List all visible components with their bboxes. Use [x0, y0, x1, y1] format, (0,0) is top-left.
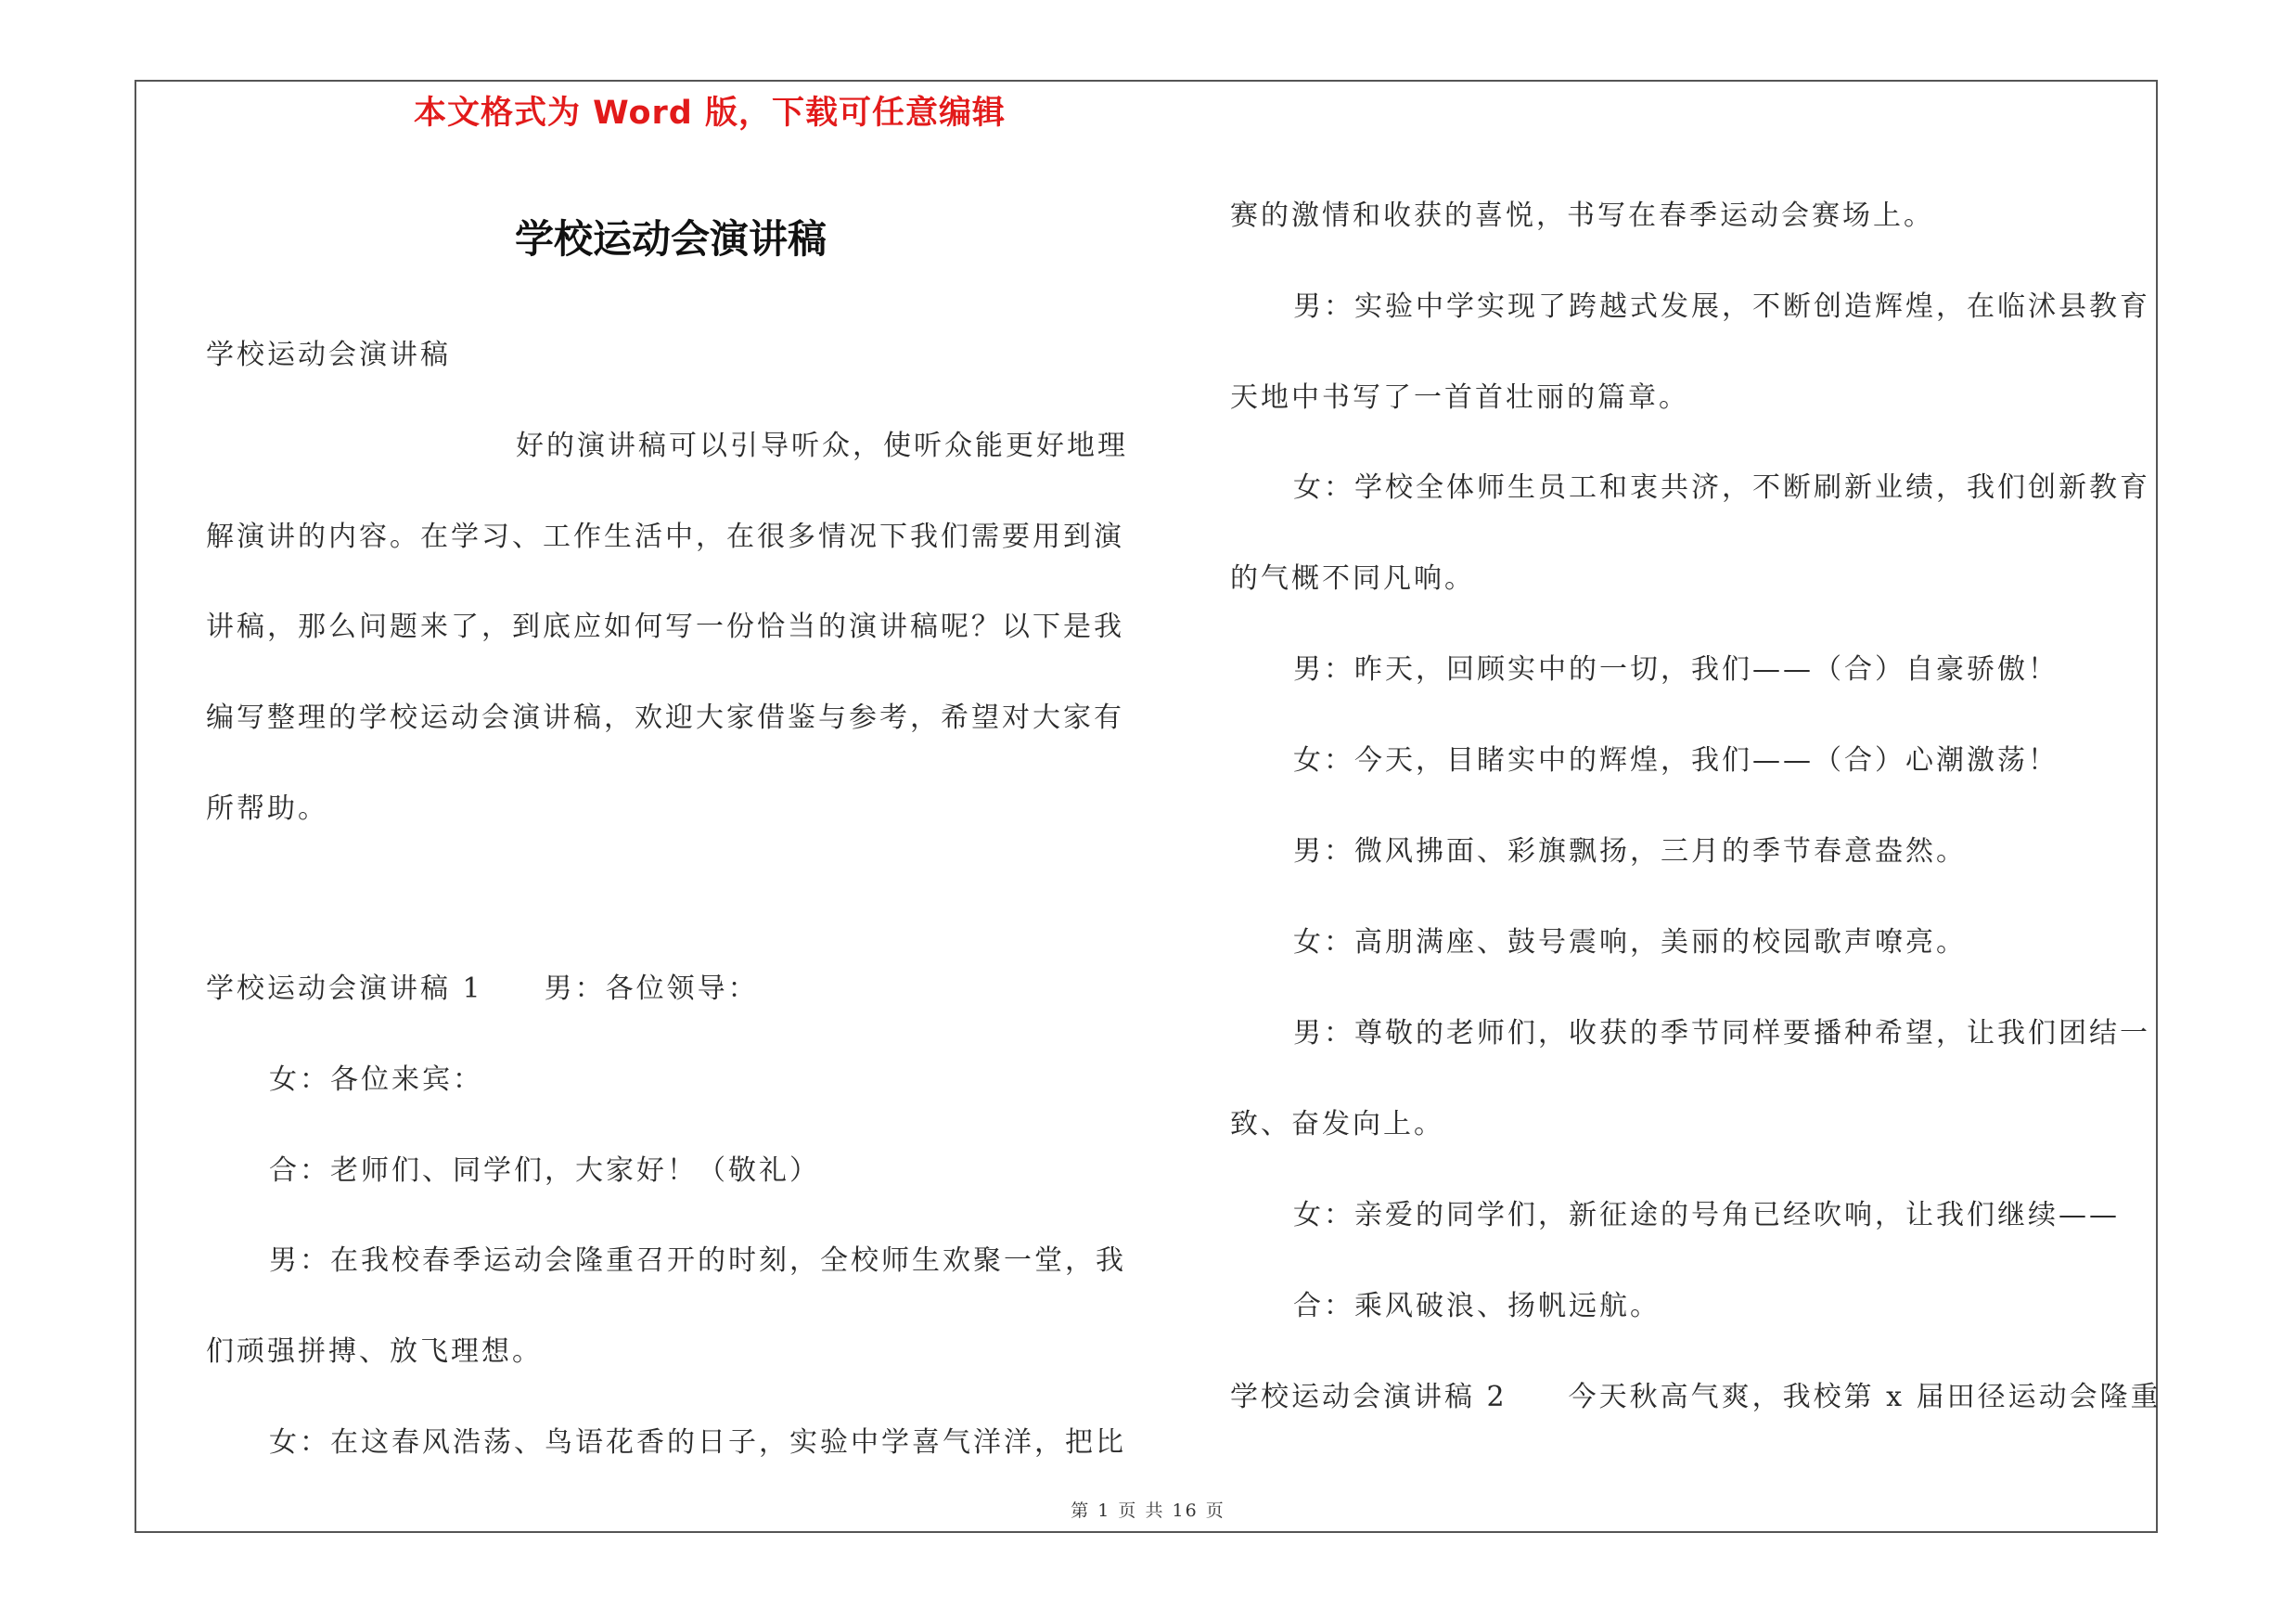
- paragraph-line: 男：微风拂面、彩旗飘扬，三月的季节春意盎然。: [1293, 835, 1967, 868]
- paragraph-line: 女：亲爱的同学们，新征途的号角已经吹响，让我们继续——: [1293, 1199, 2120, 1231]
- paragraph-line: 女：各位来宾：: [269, 1063, 483, 1096]
- word-format-banner: 本文格式为 Word 版，下载可任意编辑: [413, 95, 1007, 132]
- page-number-footer: 第 1 页 共 16 页: [1071, 1501, 1225, 1521]
- paragraph-line: 讲稿，那么问题来了，到底应如何写一份恰当的演讲稿呢？以下是我: [206, 611, 1124, 643]
- paragraph-line: 男：尊敬的老师们，收获的季节同样要播种希望，让我们团结一: [1293, 1017, 2150, 1050]
- paragraph-line: 女：学校全体师生员工和衷共济，不断刷新业绩，我们创新教育: [1293, 471, 2150, 504]
- paragraph-line: 赛的激情和收获的喜悦，书写在春季运动会赛场上。: [1230, 200, 1934, 232]
- paragraph-line: 解演讲的内容。在学习、工作生活中，在很多情况下我们需要用到演: [206, 521, 1124, 553]
- document-title: 学校运动会演讲稿: [514, 216, 827, 262]
- paragraph-line: 的气概不同凡响。: [1230, 562, 1475, 595]
- paragraph-line: 男：在我校春季运动会隆重召开的时刻，全校师生欢聚一堂，我: [269, 1244, 1126, 1277]
- paragraph-line: 们顽强拼搏、放飞理想。: [206, 1335, 543, 1368]
- paragraph-line: 合：老师们、同学们，大家好！（敬礼）: [269, 1154, 820, 1187]
- paragraph-line: 男：实验中学实现了跨越式发展，不断创造辉煌，在临沭县教育: [1293, 290, 2150, 323]
- paragraph-line: 学校运动会演讲稿 2 今天秋高气爽，我校第 x 届田径运动会隆重: [1230, 1381, 2161, 1413]
- paragraph-line: 女：高朋满座、鼓号震响，美丽的校园歌声嘹亮。: [1293, 926, 1967, 959]
- paragraph-line: 所帮助。: [206, 792, 328, 825]
- paragraph-line: 合：乘风破浪、扬帆远航。: [1293, 1290, 1661, 1322]
- paragraph-line: 致、奋发向上。: [1230, 1108, 1444, 1140]
- paragraph-line: 男：昨天，回顾实中的一切，我们——（合）自豪骄傲！: [1293, 653, 2059, 686]
- paragraph-line: 学校运动会演讲稿: [206, 339, 451, 371]
- paragraph-line: 学校运动会演讲稿 1 男：各位领导：: [206, 973, 759, 1005]
- paragraph-line: 女：在这春风浩荡、鸟语花香的日子，实验中学喜气洋洋，把比: [269, 1426, 1126, 1459]
- paragraph-line: 好的演讲稿可以引导听众，使听众能更好地理: [516, 430, 1128, 462]
- paragraph-line: 天地中书写了一首首壮丽的篇章。: [1230, 381, 1689, 414]
- paragraph-line: 编写整理的学校运动会演讲稿，欢迎大家借鉴与参考，希望对大家有: [206, 702, 1124, 734]
- paragraph-line: 女：今天，目睹实中的辉煌，我们——（合）心潮激荡！: [1293, 744, 2059, 777]
